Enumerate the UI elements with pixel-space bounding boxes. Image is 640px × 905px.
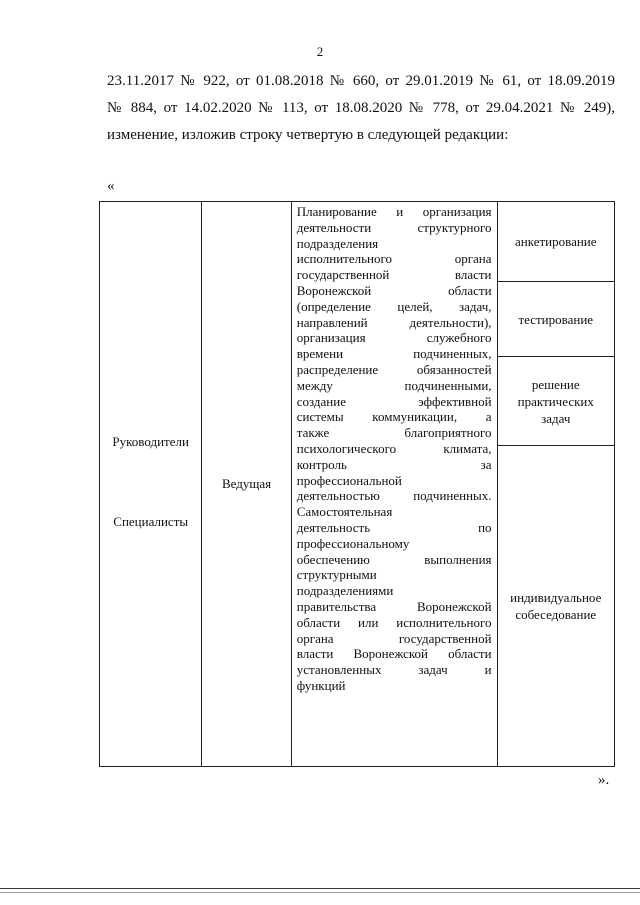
duties-line: времени подчиненных, [296,346,492,362]
duties-line: исполнительного органа [296,251,492,267]
intro-line: № 884, от 14.02.2020 № 113, от 18.08.2020 № 778, от 29.04.2021 № 249), [107,100,615,116]
duties-line: обеспечению выполнения [296,551,492,567]
duties-line: между подчиненными, [296,377,492,393]
method-label: тестирование [518,311,594,327]
duties-line: функций [296,677,346,693]
opening-quote: « [107,178,115,194]
duties-text [292,202,497,694]
method-cell [497,357,614,446]
position-cell [100,202,202,767]
method-cell [497,446,614,767]
duties-line: Планирование и организация [296,204,492,219]
page-number: 2 [316,44,324,59]
duties-line: организация служебного [296,330,492,346]
duties-line: Самостоятельная [296,504,393,520]
method-label: индивидуальное собеседование [510,590,602,623]
qualification-table [99,201,615,767]
duties-line: правительства Воронежской [296,598,492,614]
footer-divider [0,892,640,893]
duties-cell [291,202,497,767]
duties-line: распределение обязанностей [296,361,492,377]
intro-paragraph [107,68,615,149]
duties-line: деятельность по [296,519,492,535]
group-cell: Ведущая [202,202,291,767]
duties-line: подразделениями [296,583,394,599]
duties-line: установленных задач и [296,662,492,678]
position-label: Специалисты [113,514,189,529]
duties-line: области или исполнительного [296,614,492,630]
duties-line: направлений деятельности), [296,314,492,330]
duties-line: власти Воронежской области [296,646,492,662]
duties-line: контроль за [296,456,492,472]
duties-line: создание эффективной [296,393,492,409]
method-cell [497,202,614,282]
duties-line: деятельностью подчиненных. [296,488,492,504]
duties-line: структурными [296,567,377,583]
closing-quote: ». [598,772,610,788]
duties-line: профессиональному [296,535,410,551]
duties-line: системы коммуникации, а [296,409,492,425]
duties-line: органа государственной [296,630,492,646]
duties-line: (определение целей, задач, [296,298,492,314]
intro-line: изменение, изложив строку четвертую в следующей редакции: [107,127,509,143]
duties-line: также благоприятного [296,425,492,441]
method-label: решение практических задач [517,376,594,426]
duties-line: деятельности структурного [296,219,492,235]
position-label: Руководители [112,434,189,449]
method-cell [497,282,614,357]
duties-line: Воронежской области [296,282,492,298]
duties-line: государственной власти [296,267,492,283]
footer-divider [0,888,640,889]
method-label: анкетирование [514,234,597,250]
duties-line: профессиональной [296,472,402,488]
duties-line: психологического климата, [296,440,492,456]
duties-line: подразделения [296,235,379,251]
intro-line: 23.11.2017 № 922, от 01.08.2018 № 660, от 29.01.2019 № 61, от 18.09.2019 [107,73,615,89]
